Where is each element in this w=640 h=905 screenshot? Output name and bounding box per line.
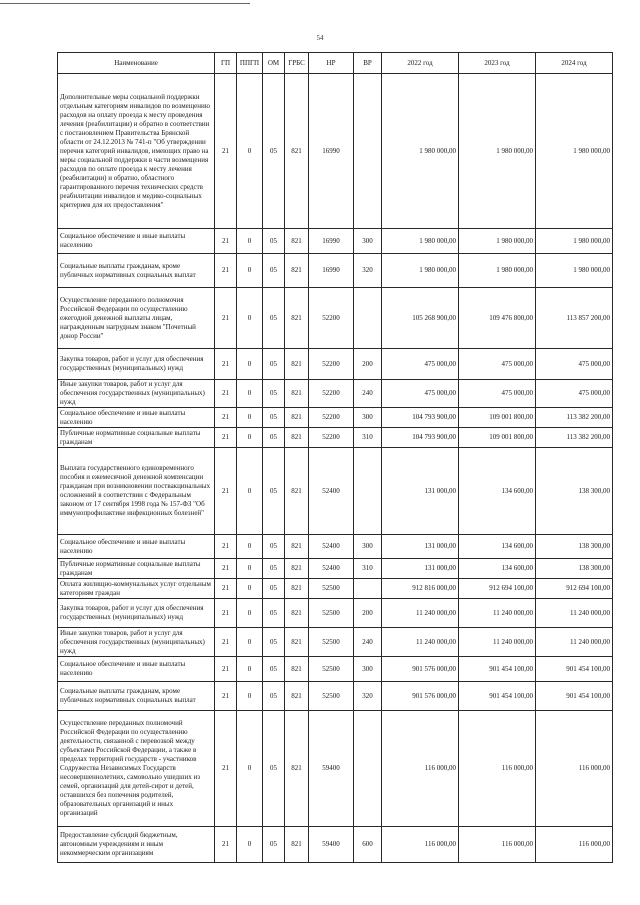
cell-gp: 21 (215, 254, 237, 288)
cell-vr: 200 (354, 599, 382, 628)
cell-grbs: 821 (285, 448, 309, 535)
cell-2023: 1 980 000,00 (459, 74, 536, 229)
cell-om: 05 (263, 288, 285, 349)
cell-2023: 134 600,00 (459, 448, 536, 535)
header-2023: 2023 год (459, 53, 536, 74)
page-number: 54 (316, 34, 324, 42)
cell-grbs: 821 (285, 535, 309, 559)
cell-vr: 240 (354, 628, 382, 657)
cell-nr: 52500 (309, 657, 354, 682)
cell-ppgp: 0 (237, 559, 263, 579)
cell-2024: 901 454 100,00 (536, 682, 613, 711)
cell-2022: 116 000,00 (382, 711, 459, 827)
cell-2022: 131 000,00 (382, 535, 459, 559)
cell-2023: 116 000,00 (459, 711, 536, 827)
cell-2022: 116 000,00 (382, 827, 459, 863)
cell-2023: 912 694 100,00 (459, 579, 536, 599)
cell-gp: 21 (215, 682, 237, 711)
cell-2024: 138 300,00 (536, 448, 613, 535)
cell-om: 05 (263, 408, 285, 428)
cell-nr: 52500 (309, 682, 354, 711)
row-name: Осуществление переданных полномочий Российской Федерации по осуществлению деятельности, связанной с перевозкой между субъектами Российской Федерации, а также в пределах территорий государств - участников Содружества Независимых Государств несовершеннолетних, самовольно ушедших из семей, организаций для детей-сирот и детей, оставшихся без попечения родителей, образовательных организаций и иных организаций (58, 711, 215, 827)
cell-2023: 1 980 000,00 (459, 229, 536, 254)
cell-om: 05 (263, 380, 285, 408)
cell-grbs: 821 (285, 827, 309, 863)
cell-om: 05 (263, 349, 285, 380)
cell-vr: 300 (354, 535, 382, 559)
cell-om: 05 (263, 711, 285, 827)
cell-gp: 21 (215, 711, 237, 827)
cell-nr: 52500 (309, 599, 354, 628)
cell-ppgp: 0 (237, 254, 263, 288)
cell-gp: 21 (215, 599, 237, 628)
cell-2022: 475 000,00 (382, 349, 459, 380)
cell-gp: 21 (215, 349, 237, 380)
cell-ppgp: 0 (237, 74, 263, 229)
cell-nr: 52200 (309, 288, 354, 349)
cell-2024: 113 382 200,00 (536, 428, 613, 448)
cell-vr: 320 (354, 682, 382, 711)
cell-2023: 134 600,00 (459, 559, 536, 579)
table-row (58, 349, 613, 380)
cell-ppgp: 0 (237, 229, 263, 254)
cell-2022: 104 793 900,00 (382, 408, 459, 428)
table-row (58, 579, 613, 599)
cell-vr: 310 (354, 559, 382, 579)
table-row (58, 657, 613, 682)
cell-vr: 600 (354, 827, 382, 863)
cell-2023: 116 000,00 (459, 827, 536, 863)
cell-grbs: 821 (285, 599, 309, 628)
table-row (58, 229, 613, 254)
table-row (58, 827, 613, 863)
cell-vr (354, 711, 382, 827)
cell-2022: 1 980 000,00 (382, 254, 459, 288)
cell-om: 05 (263, 229, 285, 254)
cell-vr (354, 288, 382, 349)
cell-grbs: 821 (285, 628, 309, 657)
row-name: Социальные выплаты гражданам, кроме публичных нормативных социальных выплат (58, 254, 215, 288)
cell-gp: 21 (215, 559, 237, 579)
cell-nr: 52400 (309, 559, 354, 579)
row-name: Дополнительные меры социальной поддержки отдельным категориям инвалидов по возмещению расходов на оплату проезда к месту проведения лечения (реабилитации) и обратно в соответствии с постановлением Правительства Брянской области от 24.12.2013 № 741-п "Об утверждении перечня категорий инвалидов, имеющих право на меры социальной поддержки в части возмещения расходов по оплате проезда к месту лечения (реабилитации) и обратно, областного гарантированного перечня технических средств реабилитации инвалидов и медико-социальных критериев для их предоставления" (58, 74, 215, 229)
cell-gp: 21 (215, 628, 237, 657)
cell-om: 05 (263, 657, 285, 682)
cell-vr: 300 (354, 229, 382, 254)
cell-om: 05 (263, 535, 285, 559)
cell-2022: 912 816 000,00 (382, 579, 459, 599)
cell-2022: 105 268 900,00 (382, 288, 459, 349)
table-row (58, 628, 613, 657)
cell-nr: 52400 (309, 448, 354, 535)
budget-table (57, 52, 613, 863)
row-name: Публичные нормативные социальные выплаты гражданам (58, 559, 215, 579)
top-rule (0, 3, 250, 4)
cell-2023: 109 001 800,00 (459, 428, 536, 448)
cell-gp: 21 (215, 408, 237, 428)
row-name: Социальное обеспечение и иные выплаты населению (58, 408, 215, 428)
cell-grbs: 821 (285, 74, 309, 229)
cell-vr: 320 (354, 254, 382, 288)
cell-2024: 901 454 100,00 (536, 657, 613, 682)
header-vr: ВР (354, 53, 382, 74)
cell-nr: 16990 (309, 74, 354, 229)
cell-om: 05 (263, 628, 285, 657)
cell-om: 05 (263, 74, 285, 229)
row-name: Социальное обеспечение и иные выплаты населению (58, 229, 215, 254)
cell-2022: 11 240 000,00 (382, 628, 459, 657)
cell-2022: 1 980 000,00 (382, 74, 459, 229)
cell-2023: 134 600,00 (459, 535, 536, 559)
cell-vr: 300 (354, 408, 382, 428)
table-row (58, 408, 613, 428)
header-2022: 2022 год (382, 53, 459, 74)
cell-grbs: 821 (285, 254, 309, 288)
cell-nr: 52200 (309, 349, 354, 380)
row-name: Осуществление переданного полномочия Российской Федерации по осуществлению ежегодной денежной выплаты лицам, награжденным нагрудным знаком "Почетный донор России" (58, 288, 215, 349)
cell-2024: 912 694 100,00 (536, 579, 613, 599)
table-row (58, 535, 613, 559)
cell-om: 05 (263, 579, 285, 599)
cell-2022: 1 980 000,00 (382, 229, 459, 254)
cell-ppgp: 0 (237, 827, 263, 863)
cell-grbs: 821 (285, 229, 309, 254)
row-name: Предоставление субсидий бюджетным, автономным учреждениям и иным некоммерческим организациям (58, 827, 215, 863)
row-name: Публичные нормативные социальные выплаты гражданам (58, 428, 215, 448)
table-row (58, 380, 613, 408)
cell-2024: 1 980 000,00 (536, 229, 613, 254)
cell-grbs: 821 (285, 682, 309, 711)
row-name: Выплата государственного единовременного пособия и ежемесячной денежной компенсации гражданам при возникновении поствакцинальных осложнений в соответствии с Федеральным законом от 17 сентября 1998 года № 157-ФЗ "Об иммунопрофилактике инфекционных болезней" (58, 448, 215, 535)
cell-2024: 116 000,00 (536, 827, 613, 863)
cell-ppgp: 0 (237, 535, 263, 559)
cell-gp: 21 (215, 448, 237, 535)
cell-2024: 113 857 200,00 (536, 288, 613, 349)
row-name: Социальное обеспечение и иные выплаты населению (58, 535, 215, 559)
cell-om: 05 (263, 682, 285, 711)
cell-gp: 21 (215, 535, 237, 559)
cell-grbs: 821 (285, 657, 309, 682)
cell-nr: 52200 (309, 408, 354, 428)
cell-ppgp: 0 (237, 682, 263, 711)
cell-2023: 11 240 000,00 (459, 628, 536, 657)
table-header-row (58, 53, 613, 74)
cell-grbs: 821 (285, 711, 309, 827)
cell-grbs: 821 (285, 349, 309, 380)
cell-gp: 21 (215, 74, 237, 229)
cell-2023: 109 001 800,00 (459, 408, 536, 428)
cell-grbs: 821 (285, 288, 309, 349)
cell-gp: 21 (215, 288, 237, 349)
cell-2024: 138 300,00 (536, 559, 613, 579)
cell-vr (354, 579, 382, 599)
table-row (58, 254, 613, 288)
cell-ppgp: 0 (237, 448, 263, 535)
header-om: ОМ (263, 53, 285, 74)
header-gp: ГП (215, 53, 237, 74)
cell-2022: 131 000,00 (382, 448, 459, 535)
cell-vr: 200 (354, 349, 382, 380)
row-name: Закупка товаров, работ и услуг для обеспечения государственных (муниципальных) нужд (58, 599, 215, 628)
cell-2022: 131 000,00 (382, 559, 459, 579)
cell-grbs: 821 (285, 380, 309, 408)
cell-2024: 475 000,00 (536, 380, 613, 408)
cell-nr: 16990 (309, 254, 354, 288)
table-row (58, 448, 613, 535)
table-row (58, 711, 613, 827)
cell-2022: 11 240 000,00 (382, 599, 459, 628)
cell-om: 05 (263, 428, 285, 448)
cell-2024: 1 980 000,00 (536, 74, 613, 229)
cell-2023: 11 240 000,00 (459, 599, 536, 628)
row-name: Оплата жилищно-коммунальных услуг отдельным категориям граждан (58, 579, 215, 599)
cell-2023: 475 000,00 (459, 349, 536, 380)
header-nr: НР (309, 53, 354, 74)
cell-nr: 52400 (309, 535, 354, 559)
cell-gp: 21 (215, 428, 237, 448)
cell-2024: 11 240 000,00 (536, 599, 613, 628)
cell-grbs: 821 (285, 408, 309, 428)
cell-2022: 901 576 000,00 (382, 682, 459, 711)
cell-vr: 240 (354, 380, 382, 408)
table-row (58, 288, 613, 349)
row-name: Закупка товаров, работ и услуг для обеспечения государственных (муниципальных) нужд (58, 349, 215, 380)
cell-ppgp: 0 (237, 380, 263, 408)
cell-vr: 310 (354, 428, 382, 448)
cell-nr: 59400 (309, 711, 354, 827)
cell-nr: 52500 (309, 579, 354, 599)
cell-2023: 901 454 100,00 (459, 657, 536, 682)
cell-nr: 52500 (309, 628, 354, 657)
cell-nr: 16990 (309, 229, 354, 254)
cell-nr: 52200 (309, 428, 354, 448)
cell-2024: 138 300,00 (536, 535, 613, 559)
cell-gp: 21 (215, 657, 237, 682)
cell-ppgp: 0 (237, 599, 263, 628)
cell-ppgp: 0 (237, 711, 263, 827)
cell-gp: 21 (215, 380, 237, 408)
cell-2023: 901 454 100,00 (459, 682, 536, 711)
table-row (58, 428, 613, 448)
cell-grbs: 821 (285, 428, 309, 448)
cell-gp: 21 (215, 827, 237, 863)
cell-om: 05 (263, 599, 285, 628)
cell-2024: 1 980 000,00 (536, 254, 613, 288)
table-row (58, 559, 613, 579)
cell-2022: 901 576 000,00 (382, 657, 459, 682)
cell-ppgp: 0 (237, 408, 263, 428)
cell-om: 05 (263, 559, 285, 579)
cell-om: 05 (263, 827, 285, 863)
cell-om: 05 (263, 448, 285, 535)
cell-2024: 475 000,00 (536, 349, 613, 380)
row-name: Социальные выплаты гражданам, кроме публичных нормативных социальных выплат (58, 682, 215, 711)
row-name: Иные закупки товаров, работ и услуг для обеспечения государственных (муниципальных) нужд (58, 628, 215, 657)
cell-grbs: 821 (285, 559, 309, 579)
cell-vr (354, 448, 382, 535)
cell-ppgp: 0 (237, 288, 263, 349)
cell-2022: 475 000,00 (382, 380, 459, 408)
cell-nr: 59400 (309, 827, 354, 863)
cell-om: 05 (263, 254, 285, 288)
cell-vr (354, 74, 382, 229)
cell-2024: 113 382 200,00 (536, 408, 613, 428)
cell-ppgp: 0 (237, 628, 263, 657)
cell-nr: 52200 (309, 380, 354, 408)
cell-2023: 475 000,00 (459, 380, 536, 408)
cell-2022: 104 793 900,00 (382, 428, 459, 448)
cell-vr: 300 (354, 657, 382, 682)
cell-2023: 1 980 000,00 (459, 254, 536, 288)
cell-gp: 21 (215, 229, 237, 254)
cell-2024: 11 240 000,00 (536, 628, 613, 657)
table-row (58, 682, 613, 711)
cell-2023: 109 476 800,00 (459, 288, 536, 349)
table-row (58, 74, 613, 229)
header-2024: 2024 год (536, 53, 613, 74)
cell-ppgp: 0 (237, 657, 263, 682)
cell-2024: 116 000,00 (536, 711, 613, 827)
header-grbs: ГРБС (285, 53, 309, 74)
table-row (58, 599, 613, 628)
cell-ppgp: 0 (237, 428, 263, 448)
header-ppgp: ППГП (237, 53, 263, 74)
cell-gp: 21 (215, 579, 237, 599)
cell-ppgp: 0 (237, 579, 263, 599)
header-name: Наименование (58, 53, 215, 74)
row-name: Иные закупки товаров, работ и услуг для обеспечения государственных (муниципальных) нужд (58, 380, 215, 408)
cell-ppgp: 0 (237, 349, 263, 380)
cell-grbs: 821 (285, 579, 309, 599)
row-name: Социальное обеспечение и иные выплаты населению (58, 657, 215, 682)
